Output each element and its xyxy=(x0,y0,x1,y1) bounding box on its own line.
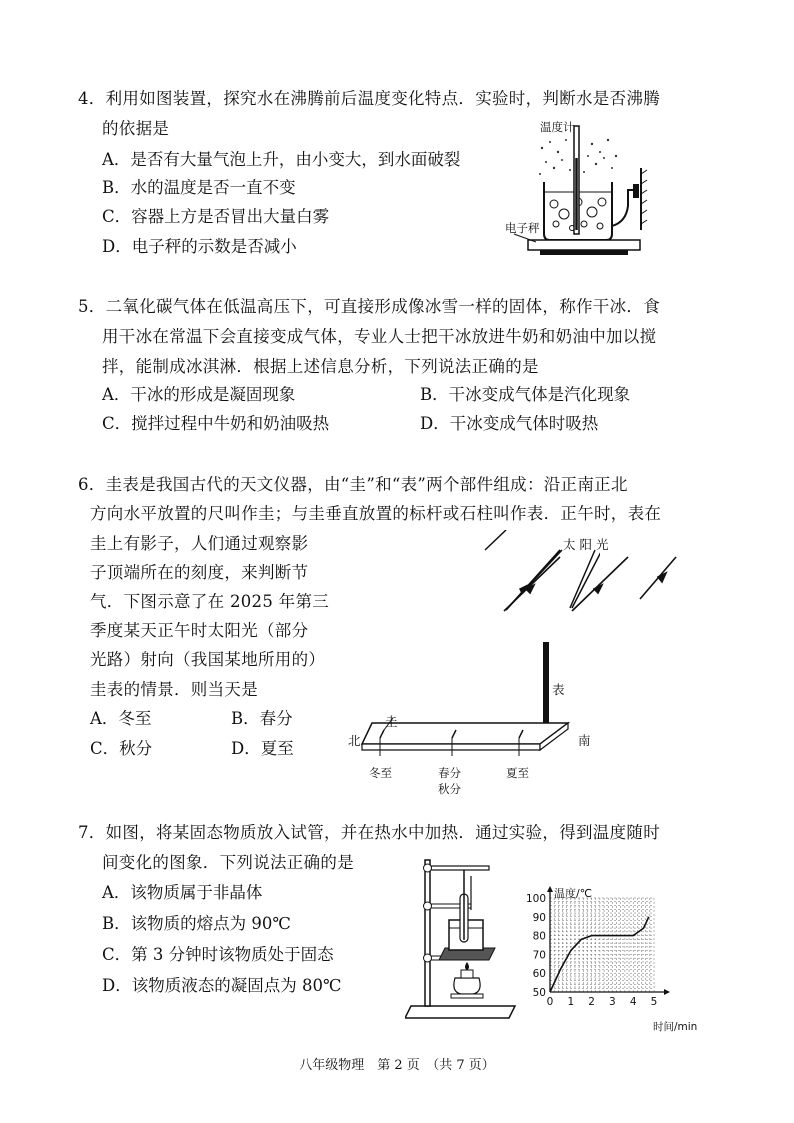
thermometer-label: 温度计 xyxy=(540,120,575,134)
chart-ylabel: 温度/℃ xyxy=(554,887,593,900)
x-tick-label: 5 xyxy=(650,996,658,1008)
x-tick-label: 1 xyxy=(567,996,575,1008)
biao-label: 表 xyxy=(552,682,565,697)
y-axis-arrow xyxy=(547,886,553,892)
y-tick-label: 80 xyxy=(532,930,546,943)
q5-stem-line2: 用干冰在常温下会直接变成气体，专业人士把干冰放进牛奶和奶油中加以搅 xyxy=(102,327,657,346)
q4-stem-line2: 的依据是 xyxy=(102,119,170,138)
q6-stem-line5: 气．下图示意了在 2025 年第三 xyxy=(90,592,330,611)
south-label: 南 xyxy=(578,733,591,748)
q7-stem-line2: 间变化的图象．下列说法正确的是 xyxy=(102,853,354,872)
y-tick-label: 100 xyxy=(525,893,546,905)
y-tick-label: 70 xyxy=(532,949,546,962)
q6-stem-line8: 圭表的情景．则当天是 xyxy=(90,680,258,699)
q6-stem-line1: 6．圭表是我国古代的天文仪器，由“圭”和“表”两个部件组成：沿正南正北 xyxy=(78,475,628,494)
q6-stem-line7: 光路）射向（我国某地所用的） xyxy=(90,650,326,669)
gui-label: 圭 xyxy=(385,714,398,729)
heating-apparatus-figure xyxy=(405,856,525,1022)
q5-option-d: D．干冰变成气体时吸热 xyxy=(420,414,599,433)
q4-option-a: A．是否有大量气泡上升，由小变大，到水面破裂 xyxy=(102,150,461,169)
summer-solstice-label: 夏至 xyxy=(506,766,529,780)
temperature-time-chart xyxy=(516,880,696,1020)
q6-option-b: B．春分 xyxy=(231,709,293,728)
scale-label: 电子秤 xyxy=(505,221,540,235)
sunlight-rays xyxy=(500,555,680,625)
sunlight-label: 太 阳 光 xyxy=(563,537,609,552)
q4-stem-line1: 4．利用如图装置，探究水在沸腾前后温度变化特点．实验时，判断水是否沸腾 xyxy=(78,89,660,108)
q4-option-c: C．容器上方是否冒出大量白雾 xyxy=(102,207,330,226)
q5-stem-line3: 拌，能制成冰淇淋．根据上述信息分析，下列说法正确的是 xyxy=(102,357,539,376)
q6-option-c: C．秋分 xyxy=(90,739,153,758)
q5-option-b: B．干冰变成气体是汽化现象 xyxy=(420,385,631,404)
x-tick-label: 4 xyxy=(629,996,637,1008)
north-label: 北 xyxy=(348,733,361,748)
q7-option-a: A．该物质属于非晶体 xyxy=(102,883,263,902)
spring-equinox-label: 春分 xyxy=(438,766,461,780)
q7-option-b: B．该物质的熔点为 90℃ xyxy=(102,914,291,933)
x-tick-label: 3 xyxy=(609,996,616,1008)
q6-stem-line3: 圭上有影子，人们通过观察影 xyxy=(90,534,309,553)
q5-stem-line1: 5．二氧化碳气体在低温高压下，可直接形成像冰雪一样的固体，称作干冰．食 xyxy=(78,297,660,316)
y-tick-label: 60 xyxy=(532,968,546,981)
autumn-equinox-label: 秋分 xyxy=(438,782,461,796)
q7-stem-line1: 7．如图，将某固态物质放入试管，并在热水中加热．通过实验，得到温度随时 xyxy=(78,823,660,842)
x-tick-label: 2 xyxy=(588,996,595,1008)
q7-option-c: C．第 3 分钟时该物质处于固态 xyxy=(102,945,334,964)
q5-option-a: A．干冰的形成是凝固现象 xyxy=(102,385,296,404)
boiling-apparatus-figure xyxy=(500,118,660,260)
x-axis-arrow xyxy=(664,989,670,995)
x-tick-label: 0 xyxy=(546,996,554,1008)
q6-option-d: D．夏至 xyxy=(231,739,294,758)
q7-option-d: D．该物质液态的凝固点为 80℃ xyxy=(102,976,342,995)
q6-stem-line2: 方向水平放置的尺叫作圭；与圭垂直放置的标杆或石柱叫作表．正午时，表在 xyxy=(90,504,662,523)
q6-option-a: A．冬至 xyxy=(90,709,152,728)
winter-solstice-label: 冬至 xyxy=(369,766,392,780)
y-tick-label: 50 xyxy=(532,987,546,999)
q6-stem-line4: 子顶端所在的刻度，来判断节 xyxy=(90,563,309,582)
chart-xlabel: 时间/min xyxy=(653,1021,698,1033)
gnomon-pole xyxy=(543,642,549,732)
q4-option-b: B．水的温度是否一直不变 xyxy=(102,178,296,197)
page-footer: 八年级物理 第 2 页 （共 7 页） xyxy=(299,1058,495,1073)
q6-stem-line6: 季度某天正午时太阳光（部分 xyxy=(90,621,309,640)
q5-option-c: C．搅拌过程中牛奶和奶油吸热 xyxy=(102,414,330,433)
q4-option-d: D．电子秤的示数是否减小 xyxy=(102,237,297,256)
y-tick-label: 90 xyxy=(532,911,546,924)
